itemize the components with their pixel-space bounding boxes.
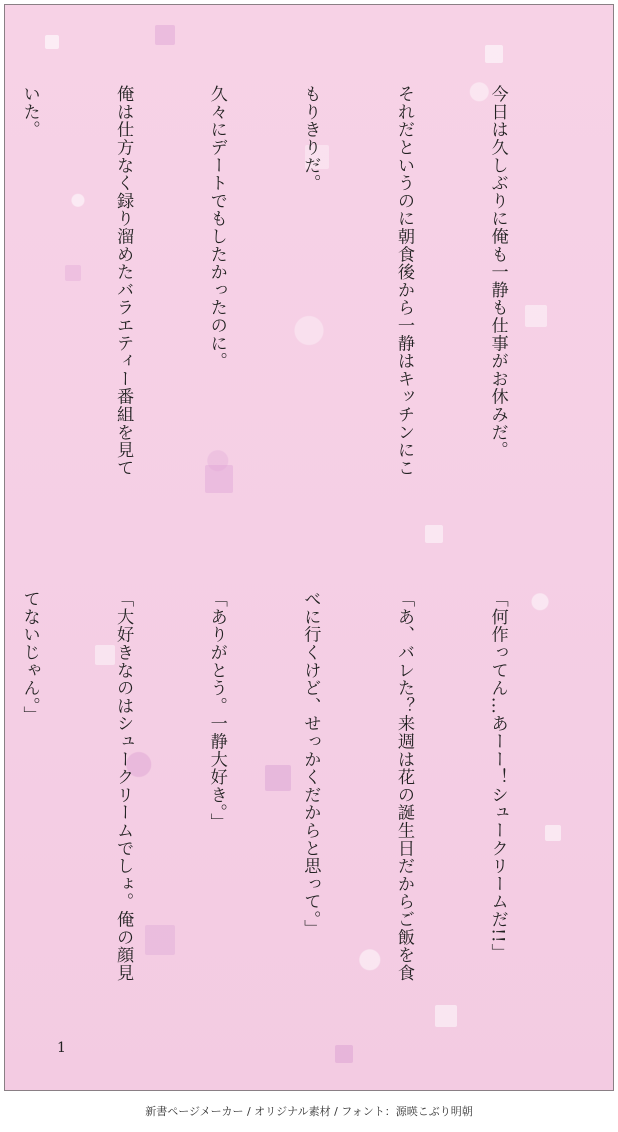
text-line: もりきりだ。 <box>300 85 321 192</box>
decor-square <box>335 1045 353 1063</box>
decor-square <box>425 525 443 543</box>
text-line: 久々にデートでもしたかったのに。 <box>206 85 227 370</box>
text-line: 「何作ってん…あーー！シュークリームだ!!」 <box>487 590 508 962</box>
decor-square <box>45 35 59 49</box>
text-line: 今日は久しぶりに俺も一静も仕事がお休みだ。 <box>487 85 508 459</box>
book-page <box>4 4 614 1091</box>
decor-square <box>155 25 175 45</box>
decor-square <box>485 45 503 63</box>
footer-credit: 新書ページメーカー / オリジナル素材 / フォント：源暎こぶり明朝 <box>145 1105 473 1118</box>
page-number: 1 <box>57 1040 66 1056</box>
text-line: いた。 <box>19 85 40 139</box>
text-line: 「ありがとう。一静大好き。」 <box>206 590 227 831</box>
text-line: 「大好きなのはシュークリームでしょ。俺の顔見 <box>113 590 134 982</box>
text-line: てないじゃん。」 <box>19 590 40 724</box>
text-block-bottom <box>4 590 575 1030</box>
text-line: 俺は仕方なく録り溜めたバラエティー番組を見て <box>113 85 134 477</box>
text-line: それだというのに朝食後から一静はキッチンにこ <box>393 85 414 477</box>
text-block-top <box>4 85 575 525</box>
text-line: べに行くけど、せっかくだからと思って。」 <box>300 590 321 938</box>
text-line: 「あ、バレた？来週は花の誕生日だからご飯を食 <box>393 590 414 982</box>
